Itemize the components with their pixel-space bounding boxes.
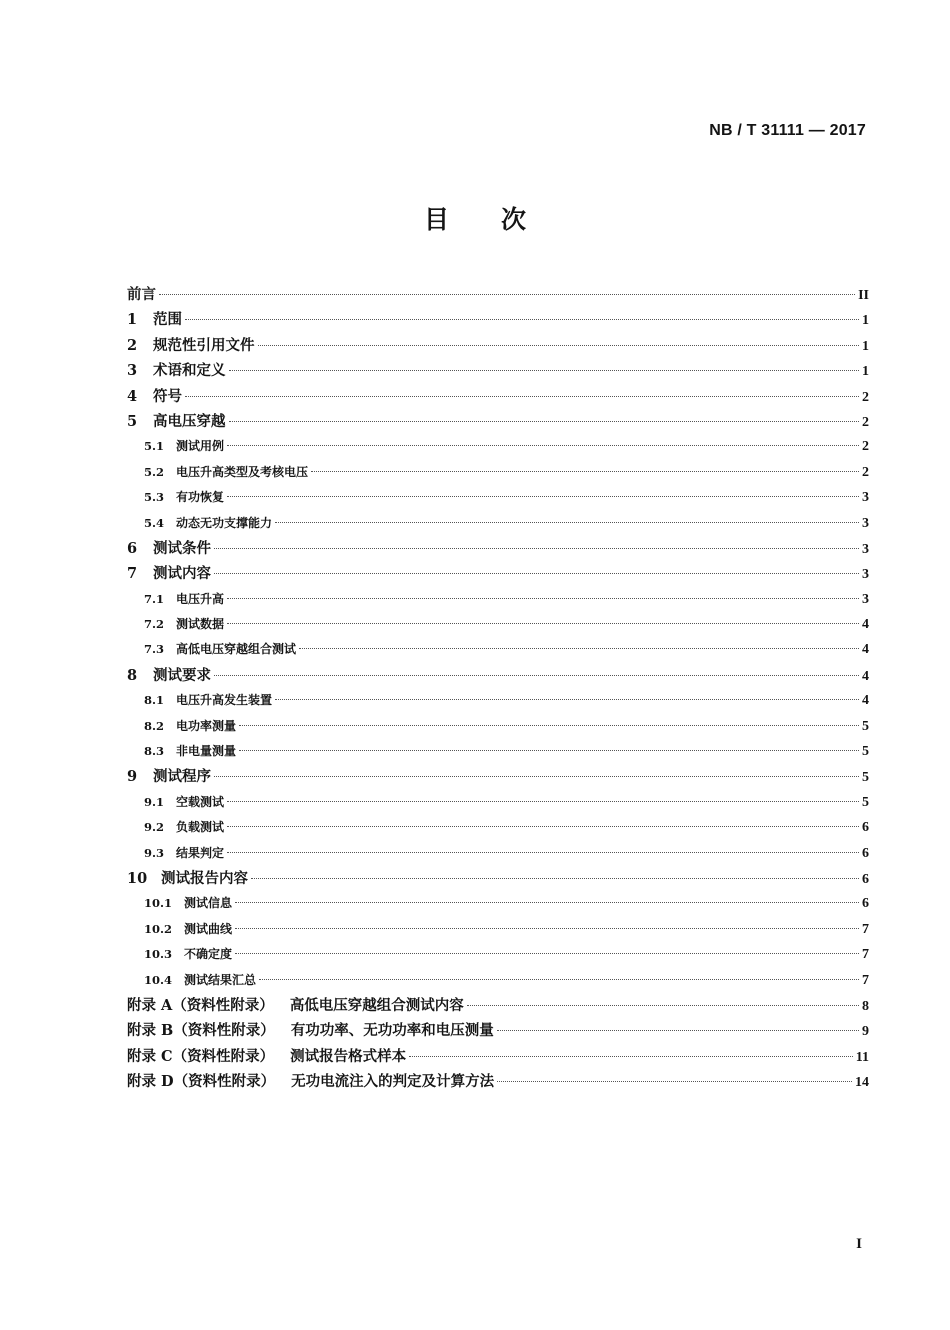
toc-entry-page: 2 xyxy=(862,414,869,430)
toc-entry-number: 附录 D（资料性附录） xyxy=(127,1073,276,1091)
toc-entry-page: 1 xyxy=(862,338,869,354)
toc-entry-page: 5 xyxy=(862,794,869,810)
toc-dot-leader xyxy=(227,496,859,497)
toc-entry-label: 电压升高类型及考核电压 xyxy=(176,464,309,479)
toc-dot-leader xyxy=(239,725,859,726)
toc-entry[interactable] xyxy=(127,739,869,764)
toc-entry[interactable] xyxy=(127,460,869,485)
toc-entry-number: 7.1 xyxy=(144,591,165,606)
toc-entry[interactable] xyxy=(127,612,869,637)
toc-entry-number: 3 xyxy=(127,362,138,380)
toc-entry-number: 8.1 xyxy=(144,693,165,708)
toc-dot-leader xyxy=(259,979,859,980)
page-number: I xyxy=(856,1236,862,1252)
toc-entry[interactable] xyxy=(127,841,869,866)
toc-entry-number: 9.3 xyxy=(144,845,165,860)
toc-entry-page: 5 xyxy=(862,744,869,760)
toc-entry[interactable] xyxy=(127,714,869,739)
toc-entry[interactable] xyxy=(127,688,869,713)
toc-entry-page: 9 xyxy=(862,1024,869,1040)
toc-title-left: 目 xyxy=(423,205,449,234)
toc-entry-page: 7 xyxy=(862,972,869,988)
toc-entry-number: 10.1 xyxy=(144,896,173,911)
table-of-contents xyxy=(127,282,869,1095)
toc-entry-label: 负载测试 xyxy=(176,820,225,835)
toc-entry-number: 附录 C（资料性附录） xyxy=(127,1047,275,1065)
toc-entry[interactable] xyxy=(127,1018,869,1043)
toc-entry-page: 6 xyxy=(862,871,869,887)
toc-entry[interactable] xyxy=(127,942,869,967)
toc-entry-number: 9 xyxy=(127,768,138,786)
toc-entry[interactable] xyxy=(127,536,869,561)
toc-dot-leader xyxy=(275,699,859,700)
toc-title xyxy=(0,200,950,236)
toc-entry-number: 1 xyxy=(127,311,138,329)
toc-entry-page: II xyxy=(858,288,869,303)
toc-entry-label: 测试程序 xyxy=(153,768,211,786)
toc-entry-label: 非电量测量 xyxy=(176,744,237,759)
toc-entry-label: 测试要求 xyxy=(153,666,211,684)
toc-entry-page: 3 xyxy=(862,515,869,531)
toc-entry-page: 6 xyxy=(862,820,869,836)
toc-entry-page: 4 xyxy=(862,617,869,633)
toc-entry-number: 5.3 xyxy=(144,490,165,505)
toc-entry-label: 电功率测量 xyxy=(176,718,237,733)
toc-entry[interactable] xyxy=(127,384,869,409)
toc-entry-number: 7.2 xyxy=(144,617,165,632)
toc-entry-page: 4 xyxy=(862,668,869,684)
toc-dot-leader xyxy=(214,776,859,777)
toc-entry-number: 10.3 xyxy=(144,947,173,962)
toc-entry-number: 附录 A（资料性附录） xyxy=(127,996,274,1014)
toc-entry[interactable] xyxy=(127,1044,869,1069)
toc-entry-page: 5 xyxy=(862,770,869,786)
toc-entry-label: 规范性引用文件 xyxy=(153,336,255,354)
toc-entry[interactable] xyxy=(127,917,869,942)
toc-entry-label: 测试信息 xyxy=(184,896,233,911)
toc-dot-leader xyxy=(497,1081,852,1082)
toc-entry[interactable] xyxy=(127,815,869,840)
toc-dot-leader xyxy=(227,826,859,827)
toc-dot-leader xyxy=(239,750,859,751)
toc-entry-number: 5.2 xyxy=(144,464,165,479)
toc-entry-label: 有功恢复 xyxy=(176,490,225,505)
standard-number: NB / T 31111 — 2017 xyxy=(709,122,866,139)
toc-dot-leader xyxy=(497,1030,859,1031)
toc-dot-leader xyxy=(299,648,859,649)
toc-entry-page: 3 xyxy=(862,490,869,506)
toc-entry[interactable] xyxy=(127,358,869,383)
toc-dot-leader xyxy=(235,928,859,929)
toc-entry-number: 9.1 xyxy=(144,794,165,809)
toc-dot-leader xyxy=(467,1005,859,1006)
toc-dot-leader xyxy=(214,675,859,676)
toc-entry-page: 3 xyxy=(862,567,869,583)
toc-entry[interactable] xyxy=(127,1069,869,1094)
toc-entry-label: 范围 xyxy=(153,311,182,329)
toc-dot-leader xyxy=(159,294,855,295)
toc-entry-number: 8 xyxy=(127,666,138,684)
toc-entry[interactable] xyxy=(127,485,869,510)
toc-title-right: 次 xyxy=(501,205,527,234)
toc-entry[interactable] xyxy=(127,587,869,612)
toc-entry-label: 不确定度 xyxy=(184,947,233,962)
toc-entry-label: 前言 xyxy=(127,286,156,303)
toc-entry[interactable] xyxy=(127,561,869,586)
toc-dot-leader xyxy=(185,319,859,320)
toc-entry-page: 2 xyxy=(862,464,869,480)
toc-dot-leader xyxy=(251,878,859,879)
toc-entry-number: 10.2 xyxy=(144,921,173,936)
toc-dot-leader xyxy=(227,623,859,624)
toc-entry-page: 4 xyxy=(862,642,869,658)
toc-entry-page: 1 xyxy=(862,313,869,329)
toc-dot-leader xyxy=(229,370,860,371)
toc-entry[interactable] xyxy=(127,333,869,358)
toc-entry-number: 2 xyxy=(127,336,138,354)
toc-entry-label: 高电压穿越 xyxy=(153,412,226,430)
toc-entry-label: 高低电压穿越组合测试 xyxy=(176,642,297,657)
toc-entry-number: 8.2 xyxy=(144,718,165,733)
toc-dot-leader xyxy=(275,522,859,523)
toc-entry-label: 术语和定义 xyxy=(153,362,226,380)
toc-entry-label: 空载测试 xyxy=(176,794,225,809)
toc-entry-label: 测试条件 xyxy=(153,539,211,557)
toc-entry-number: 5.1 xyxy=(144,439,165,454)
toc-entry[interactable] xyxy=(127,866,869,891)
toc-entry-label: 测试内容 xyxy=(153,565,211,583)
toc-entry[interactable] xyxy=(127,663,869,688)
toc-entry-label: 测试报告格式样本 xyxy=(290,1047,407,1065)
toc-entry-page: 3 xyxy=(862,541,869,557)
toc-entry-page: 6 xyxy=(862,845,869,861)
toc-dot-leader xyxy=(229,421,860,422)
toc-entry-label: 测试结果汇总 xyxy=(184,972,257,987)
toc-entry-label: 无功电流注入的判定及计算方法 xyxy=(291,1073,495,1091)
toc-entry-number: 5 xyxy=(127,412,138,430)
toc-entry-page: 7 xyxy=(862,947,869,963)
toc-entry[interactable] xyxy=(127,282,869,307)
toc-entry[interactable] xyxy=(127,968,869,993)
toc-entry[interactable] xyxy=(127,511,869,536)
toc-entry-label: 测试报告内容 xyxy=(161,869,248,887)
toc-entry-number: 4 xyxy=(127,387,138,405)
toc-dot-leader xyxy=(311,471,859,472)
toc-entry-number: 7 xyxy=(127,565,138,583)
toc-entry[interactable] xyxy=(127,637,869,662)
toc-entry-page: 5 xyxy=(862,718,869,734)
toc-dot-leader xyxy=(227,445,859,446)
toc-entry-page: 2 xyxy=(862,389,869,405)
toc-entry-page: 14 xyxy=(855,1075,869,1091)
toc-entry-label: 符号 xyxy=(153,387,182,405)
toc-entry-label: 有功功率、无功功率和电压测量 xyxy=(290,1022,494,1040)
toc-dot-leader xyxy=(214,548,859,549)
toc-dot-leader xyxy=(227,801,859,802)
toc-dot-leader xyxy=(214,573,859,574)
toc-entry-page: 1 xyxy=(862,364,869,380)
toc-entry-number: 7.3 xyxy=(144,642,165,657)
toc-entry[interactable] xyxy=(127,891,869,916)
toc-entry-label: 测试用例 xyxy=(176,439,225,454)
toc-entry[interactable] xyxy=(127,764,869,789)
toc-dot-leader xyxy=(227,852,859,853)
toc-entry[interactable] xyxy=(127,434,869,459)
toc-entry[interactable] xyxy=(127,993,869,1018)
toc-dot-leader xyxy=(227,598,859,599)
toc-entry-number: 8.3 xyxy=(144,744,165,759)
toc-entry-number: 附录 B（资料性附录） xyxy=(127,1022,275,1040)
toc-entry[interactable] xyxy=(127,307,869,332)
toc-entry-label: 结果判定 xyxy=(176,845,225,860)
toc-entry-label: 测试曲线 xyxy=(184,921,233,936)
toc-entry-page: 6 xyxy=(862,896,869,912)
toc-entry-label: 电压升高发生装置 xyxy=(176,693,273,708)
toc-entry-page: 3 xyxy=(862,591,869,607)
toc-entry-number: 9.2 xyxy=(144,820,165,835)
toc-entry[interactable] xyxy=(127,790,869,815)
toc-entry-page: 4 xyxy=(862,693,869,709)
toc-entry-page: 7 xyxy=(862,921,869,937)
toc-dot-leader xyxy=(185,396,859,397)
toc-dot-leader xyxy=(235,953,859,954)
toc-dot-leader xyxy=(258,345,860,346)
toc-dot-leader xyxy=(235,902,859,903)
toc-entry-page: 8 xyxy=(862,998,869,1014)
toc-entry-page: 11 xyxy=(855,1049,869,1065)
toc-entry-label: 测试数据 xyxy=(176,617,225,632)
toc-entry-label: 动态无功支撑能力 xyxy=(176,515,273,530)
toc-entry-number: 10 xyxy=(127,869,148,887)
toc-entry-label: 高低电压穿越组合测试内容 xyxy=(289,996,464,1014)
toc-entry-label: 电压升高 xyxy=(176,591,225,606)
toc-entry-page: 2 xyxy=(862,439,869,455)
toc-dot-leader xyxy=(409,1056,853,1057)
toc-entry[interactable] xyxy=(127,409,869,434)
toc-entry-number: 5.4 xyxy=(144,515,165,530)
toc-entry-number: 10.4 xyxy=(144,972,173,987)
toc-entry-number: 6 xyxy=(127,539,138,557)
